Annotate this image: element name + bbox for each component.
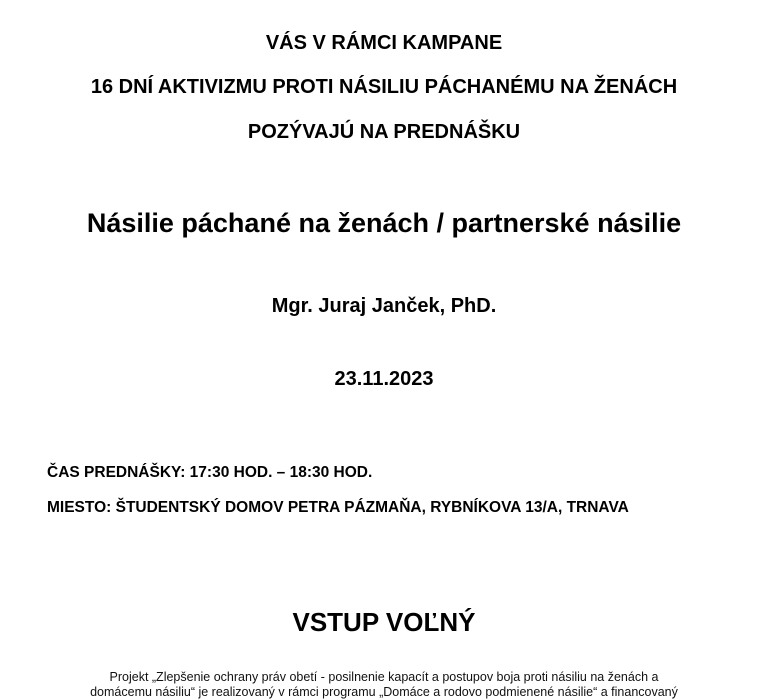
- invitation-line-3: POZÝVAJÚ NA PREDNÁŠKU: [247, 121, 521, 143]
- campaign-name: 16 DNÍ AKTIVIZMU PROTI NÁSILIU PÁCHANÉMU NA ŽENÁCH: [90, 76, 678, 98]
- lecture-date: 23.11.2023: [334, 368, 434, 390]
- lecture-place: MIESTO: ŠTUDENTSKÝ DOMOV PETRA PÁZMAŇA, RYBNÍKOVA 13/A, TRNAVA: [47, 499, 629, 516]
- lecture-title: Násilie páchané na ženách / partnerské násilie: [86, 208, 682, 238]
- footer-line-1: Projekt „Zlepšenie ochrany práv obetí - posilnenie kapacít a postupov boja proti násiliu na ženách a: [109, 670, 659, 684]
- project-footer: [0, 670, 768, 700]
- invitation-line-1: VÁS V RÁMCI KAMPANE: [265, 32, 503, 54]
- footer-line-2: domácemu násiliu“ je realizovaný v rámci programu „Domáce a rodovo podmienené násilie“ a financovaný: [90, 685, 678, 699]
- entry-free-notice: VSTUP VOĽNÝ: [292, 607, 476, 637]
- lecture-speaker: Mgr. Juraj Janček, PhD.: [271, 295, 497, 317]
- lecture-time: ČAS PREDNÁŠKY: 17:30 HOD. – 18:30 HOD.: [47, 464, 373, 481]
